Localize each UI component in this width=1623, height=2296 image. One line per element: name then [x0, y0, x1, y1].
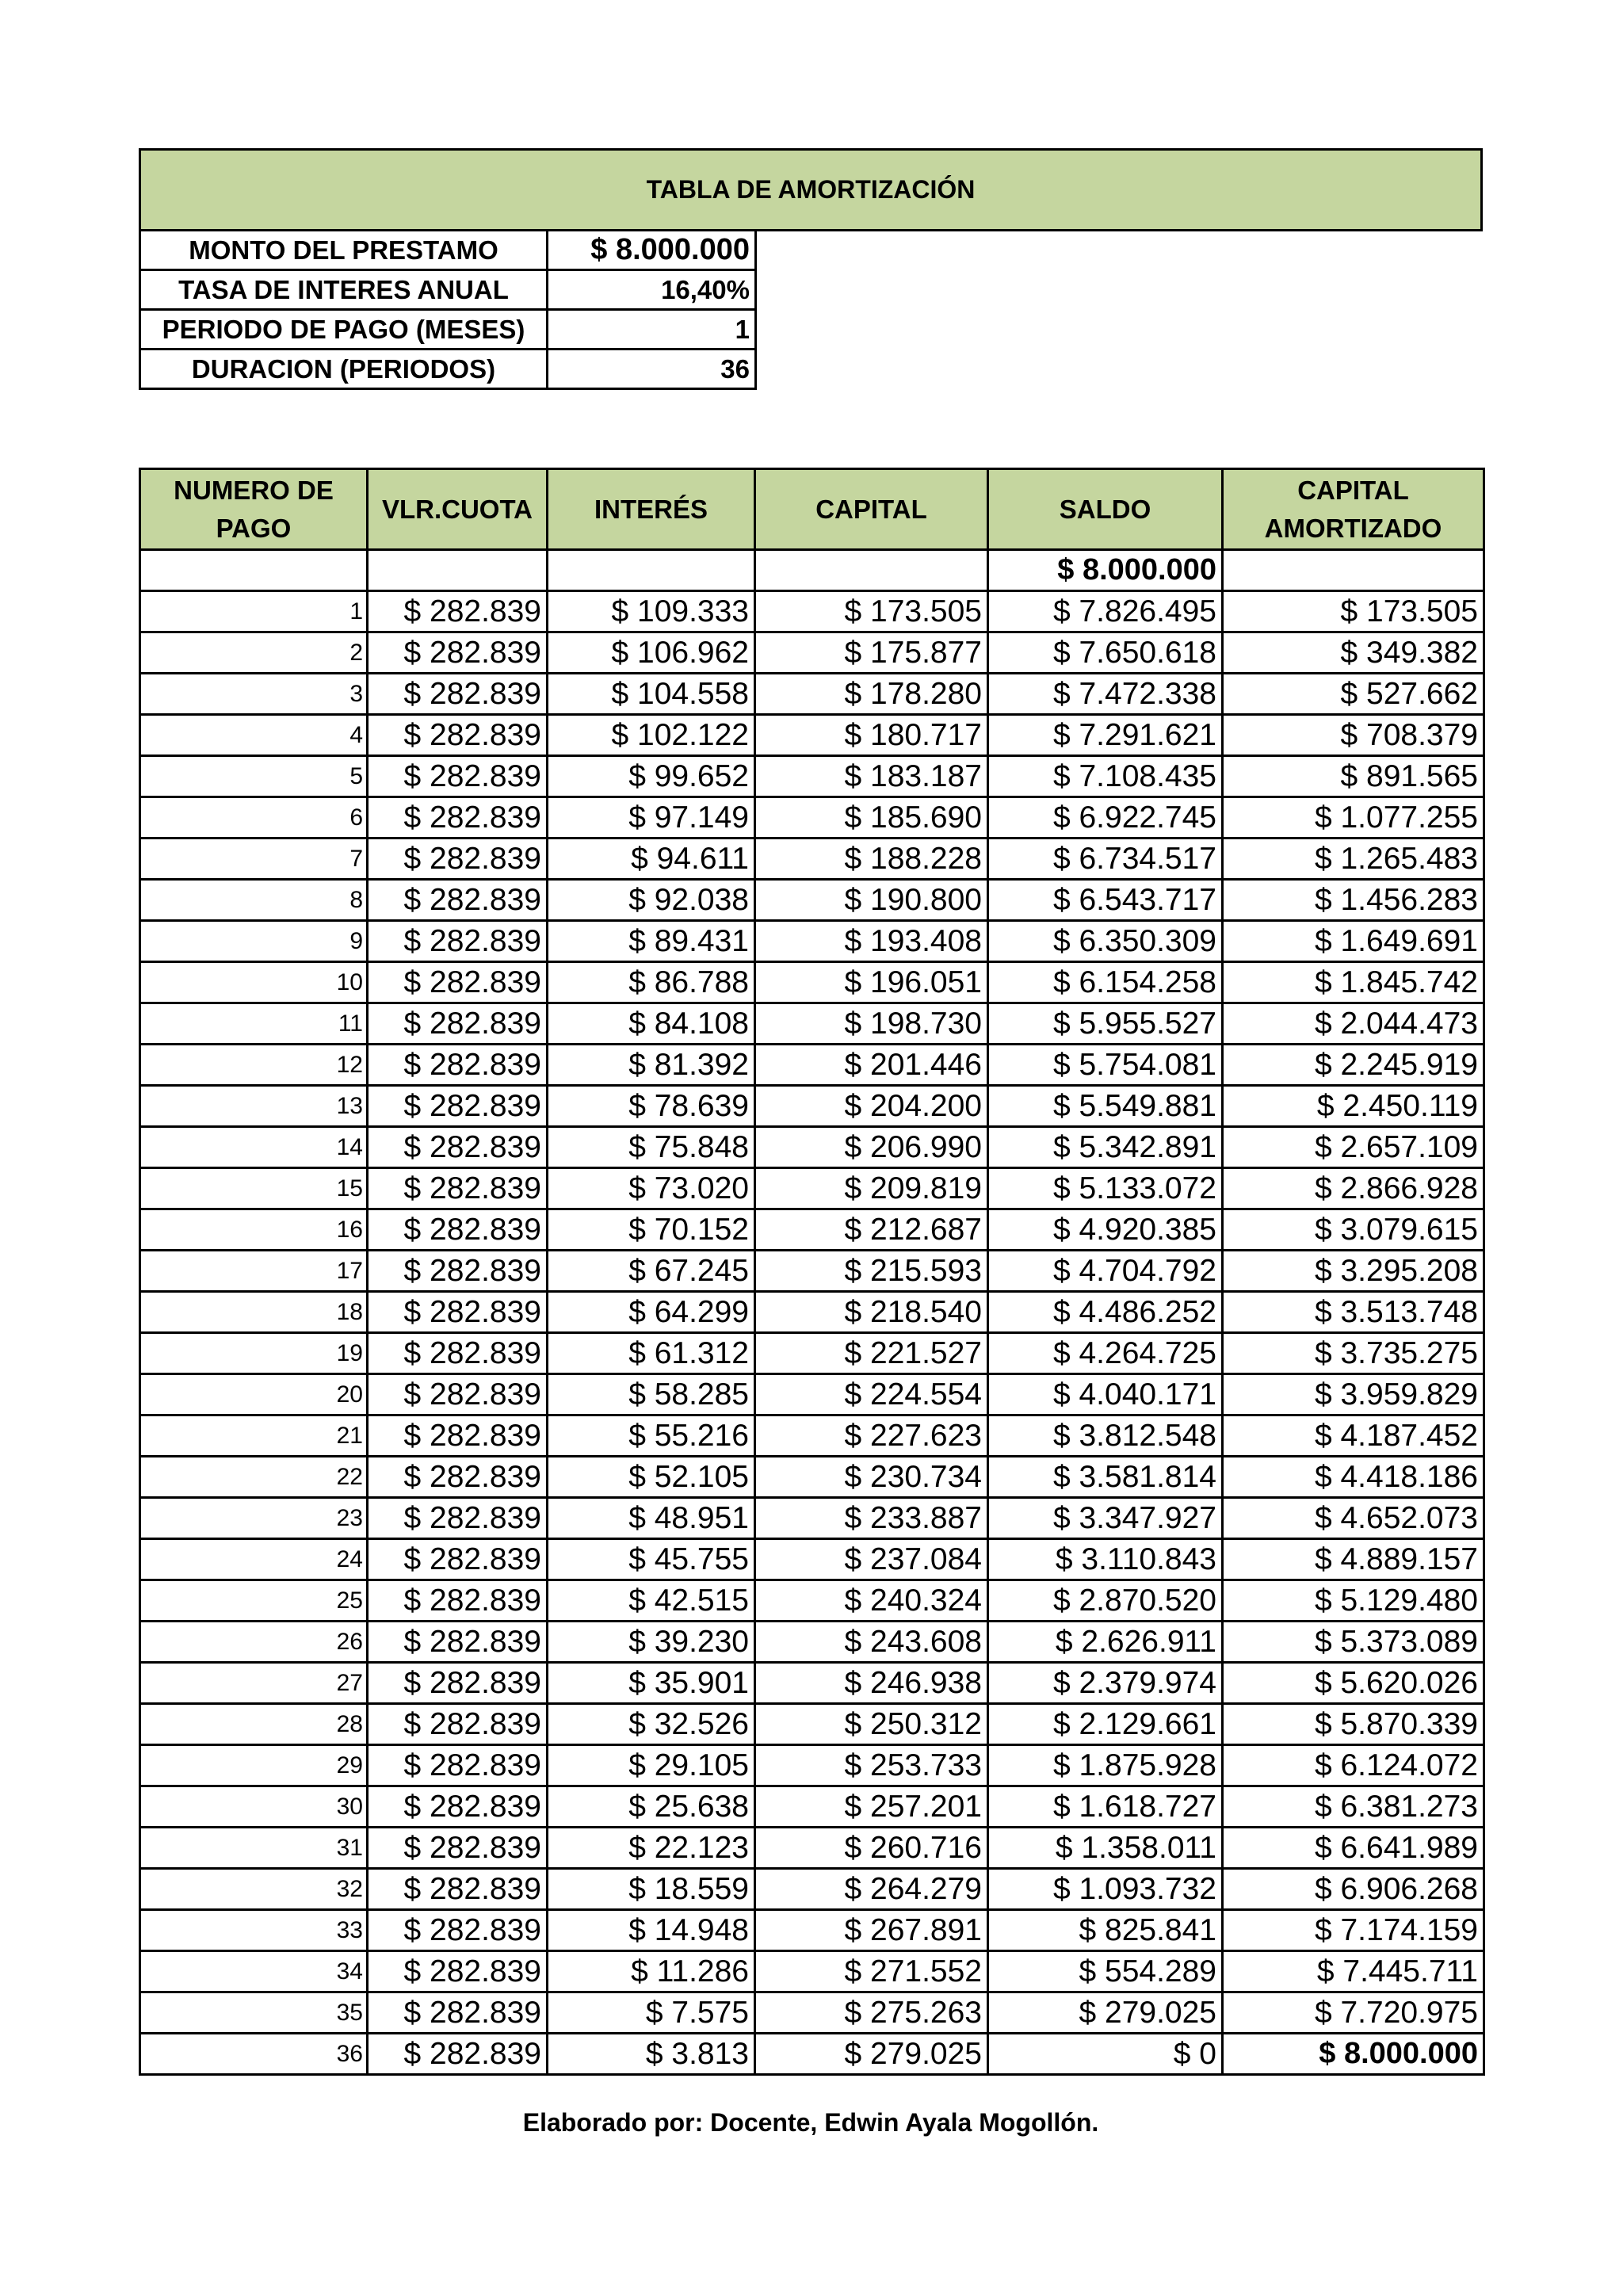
installment-cell: $ 282.839 [368, 880, 548, 921]
capital-cell: $ 218.540 [755, 1292, 988, 1333]
interest-cell: $ 70.152 [548, 1209, 755, 1251]
table-row [140, 797, 1484, 839]
table-row [140, 962, 1484, 1003]
table-row [140, 1663, 1484, 1704]
installment-cell: $ 282.839 [368, 1333, 548, 1374]
balance-cell: $ 554.289 [988, 1951, 1223, 1992]
interest-cell: $ 32.526 [548, 1704, 755, 1745]
amortized-capital-cell: $ 4.652.073 [1223, 1498, 1484, 1539]
interest-cell: $ 18.559 [548, 1869, 755, 1910]
installment-cell: $ 282.839 [368, 1003, 548, 1045]
balance-cell: $ 7.472.338 [988, 674, 1223, 715]
balance-cell: $ 5.754.081 [988, 1045, 1223, 1086]
interest-cell: $ 64.299 [548, 1292, 755, 1333]
capital-cell: $ 233.887 [755, 1498, 988, 1539]
balance-cell: $ 4.264.725 [988, 1333, 1223, 1374]
interest-cell: $ 67.245 [548, 1251, 755, 1292]
param-value: 1 [548, 310, 756, 350]
capital-cell: $ 237.084 [755, 1539, 988, 1580]
installment-cell: $ 282.839 [368, 1828, 548, 1869]
installment-cell: $ 282.839 [368, 1168, 548, 1209]
table-row [140, 1622, 1484, 1663]
capital-cell: $ 230.734 [755, 1457, 988, 1498]
capital-cell: $ 215.593 [755, 1251, 988, 1292]
installment-cell: $ 282.839 [368, 1457, 548, 1498]
amortized-capital-cell: $ 4.187.452 [1223, 1415, 1484, 1457]
interest-cell: $ 61.312 [548, 1333, 755, 1374]
capital-cell: $ 196.051 [755, 962, 988, 1003]
amortized-capital-cell: $ 3.079.615 [1223, 1209, 1484, 1251]
payment-number-cell: 3 [140, 674, 368, 715]
table-row [140, 1251, 1484, 1292]
installment-cell: $ 282.839 [368, 1415, 548, 1457]
interest-cell: $ 97.149 [548, 797, 755, 839]
installment-cell: $ 282.839 [368, 1580, 548, 1622]
capital-cell: $ 250.312 [755, 1704, 988, 1745]
amortized-capital-cell: $ 2.450.119 [1223, 1086, 1484, 1127]
payment-number-cell: 27 [140, 1663, 368, 1704]
balance-cell: $ 6.734.517 [988, 839, 1223, 880]
payment-number-cell: 7 [140, 839, 368, 880]
capital-cell: $ 201.446 [755, 1045, 988, 1086]
interest-cell: $ 52.105 [548, 1457, 755, 1498]
amortized-capital-cell: $ 5.129.480 [1223, 1580, 1484, 1622]
amortized-capital-cell: $ 7.720.975 [1223, 1992, 1484, 2034]
capital-cell: $ 193.408 [755, 921, 988, 962]
amortized-capital-cell: $ 2.245.919 [1223, 1045, 1484, 1086]
interest-cell: $ 48.951 [548, 1498, 755, 1539]
balance-cell: $ 5.955.527 [988, 1003, 1223, 1045]
header-numero-pago [140, 469, 368, 550]
table-row [140, 921, 1484, 962]
param-row-rate [140, 270, 756, 310]
table-row [140, 1498, 1484, 1539]
amortized-capital-cell: $ 1.265.483 [1223, 839, 1484, 880]
balance-cell: $ 279.025 [988, 1992, 1223, 2034]
empty-cell [368, 550, 548, 591]
amortized-capital-cell: $ 4.889.157 [1223, 1539, 1484, 1580]
amortized-capital-cell: $ 5.870.339 [1223, 1704, 1484, 1745]
param-label: MONTO DEL PRESTAMO [140, 231, 548, 270]
installment-cell: $ 282.839 [368, 715, 548, 756]
balance-cell: $ 2.626.911 [988, 1622, 1223, 1663]
balance-cell: $ 3.347.927 [988, 1498, 1223, 1539]
capital-cell: $ 178.280 [755, 674, 988, 715]
interest-cell: $ 22.123 [548, 1828, 755, 1869]
amortized-capital-cell: $ 3.959.829 [1223, 1374, 1484, 1415]
installment-cell: $ 282.839 [368, 1292, 548, 1333]
installment-cell: $ 282.839 [368, 1622, 548, 1663]
interest-cell: $ 45.755 [548, 1539, 755, 1580]
payment-number-cell: 11 [140, 1003, 368, 1045]
interest-cell: $ 3.813 [548, 2034, 755, 2075]
amortized-capital-cell: $ 5.373.089 [1223, 1622, 1484, 1663]
interest-cell: $ 78.639 [548, 1086, 755, 1127]
param-row-duration [140, 350, 756, 389]
interest-cell: $ 99.652 [548, 756, 755, 797]
capital-cell: $ 240.324 [755, 1580, 988, 1622]
payment-number-cell: 33 [140, 1910, 368, 1951]
capital-cell: $ 198.730 [755, 1003, 988, 1045]
table-row [140, 880, 1484, 921]
balance-cell: $ 825.841 [988, 1910, 1223, 1951]
table-row [140, 1003, 1484, 1045]
table-row [140, 632, 1484, 674]
table-row [140, 1086, 1484, 1127]
capital-cell: $ 183.187 [755, 756, 988, 797]
balance-cell: $ 1.875.928 [988, 1745, 1223, 1786]
interest-cell: $ 106.962 [548, 632, 755, 674]
table-row [140, 756, 1484, 797]
interest-cell: $ 89.431 [548, 921, 755, 962]
interest-cell: $ 42.515 [548, 1580, 755, 1622]
param-value: $ 8.000.000 [548, 231, 756, 270]
table-row [140, 1168, 1484, 1209]
amortized-capital-cell: $ 5.620.026 [1223, 1663, 1484, 1704]
param-label: PERIODO DE PAGO (MESES) [140, 310, 548, 350]
table-row [140, 674, 1484, 715]
table-row [140, 1457, 1484, 1498]
balance-cell: $ 5.342.891 [988, 1127, 1223, 1168]
table-row [140, 839, 1484, 880]
amortized-capital-cell: $ 708.379 [1223, 715, 1484, 756]
payment-number-cell: 17 [140, 1251, 368, 1292]
amortized-capital-cell: $ 6.906.268 [1223, 1869, 1484, 1910]
payment-number-cell: 23 [140, 1498, 368, 1539]
capital-cell: $ 257.201 [755, 1786, 988, 1828]
interest-cell: $ 84.108 [548, 1003, 755, 1045]
table-row [140, 1951, 1484, 1992]
balance-cell: $ 3.110.843 [988, 1539, 1223, 1580]
empty-cell [1223, 550, 1484, 591]
interest-cell: $ 94.611 [548, 839, 755, 880]
amortized-capital-cell: $ 1.649.691 [1223, 921, 1484, 962]
amortized-capital-cell: $ 1.845.742 [1223, 962, 1484, 1003]
balance-cell: $ 4.486.252 [988, 1292, 1223, 1333]
amortized-capital-cell: $ 2.044.473 [1223, 1003, 1484, 1045]
amortized-capital-cell: $ 7.174.159 [1223, 1910, 1484, 1951]
capital-cell: $ 206.990 [755, 1127, 988, 1168]
installment-cell: $ 282.839 [368, 756, 548, 797]
empty-cell [548, 550, 755, 591]
installment-cell: $ 282.839 [368, 962, 548, 1003]
installment-cell: $ 282.839 [368, 591, 548, 632]
balance-cell: $ 2.129.661 [988, 1704, 1223, 1745]
amortization-table [139, 468, 1485, 2076]
balance-cell: $ 7.650.618 [988, 632, 1223, 674]
installment-cell: $ 282.839 [368, 1910, 548, 1951]
installment-cell: $ 282.839 [368, 674, 548, 715]
param-value: 36 [548, 350, 756, 389]
payment-number-cell: 31 [140, 1828, 368, 1869]
installment-cell: $ 282.839 [368, 1951, 548, 1992]
balance-cell: $ 6.350.309 [988, 921, 1223, 962]
installment-cell: $ 282.839 [368, 1745, 548, 1786]
table-row [140, 1127, 1484, 1168]
interest-cell: $ 102.122 [548, 715, 755, 756]
capital-cell: $ 260.716 [755, 1828, 988, 1869]
title-table [139, 148, 1483, 231]
capital-cell: $ 204.200 [755, 1086, 988, 1127]
page-title: TABLA DE AMORTIZACIÓN [140, 150, 1482, 231]
balance-cell: $ 4.704.792 [988, 1251, 1223, 1292]
installment-cell: $ 282.839 [368, 797, 548, 839]
amortized-capital-cell: $ 3.295.208 [1223, 1251, 1484, 1292]
payment-number-cell: 28 [140, 1704, 368, 1745]
interest-cell: $ 55.216 [548, 1415, 755, 1457]
payment-number-cell: 30 [140, 1786, 368, 1828]
payment-number-cell: 24 [140, 1539, 368, 1580]
payment-number-cell: 13 [140, 1086, 368, 1127]
balance-cell: $ 6.922.745 [988, 797, 1223, 839]
balance-cell: $ 3.581.814 [988, 1457, 1223, 1498]
param-value: 16,40% [548, 270, 756, 310]
installment-cell: $ 282.839 [368, 1704, 548, 1745]
header-text: INTERÉS [594, 494, 708, 524]
initial-balance-row [140, 550, 1484, 591]
payment-number-cell: 5 [140, 756, 368, 797]
interest-cell: $ 7.575 [548, 1992, 755, 2034]
installment-cell: $ 282.839 [368, 1539, 548, 1580]
header-text: VLR.CUOTA [381, 494, 533, 524]
installment-cell: $ 282.839 [368, 1127, 548, 1168]
balance-cell: $ 7.291.621 [988, 715, 1223, 756]
balance-cell: $ 2.379.974 [988, 1663, 1223, 1704]
interest-cell: $ 14.948 [548, 1910, 755, 1951]
table-row [140, 1209, 1484, 1251]
installment-cell: $ 282.839 [368, 1209, 548, 1251]
amortized-capital-cell: $ 6.641.989 [1223, 1828, 1484, 1869]
interest-cell: $ 92.038 [548, 880, 755, 921]
table-row [140, 1745, 1484, 1786]
interest-cell: $ 81.392 [548, 1045, 755, 1086]
interest-cell: $ 58.285 [548, 1374, 755, 1415]
installment-cell: $ 282.839 [368, 1045, 548, 1086]
interest-cell: $ 35.901 [548, 1663, 755, 1704]
amortized-capital-cell: $ 8.000.000 [1223, 2034, 1484, 2075]
interest-cell: $ 11.286 [548, 1951, 755, 1992]
header-text: SALDO [1059, 494, 1151, 524]
capital-cell: $ 271.552 [755, 1951, 988, 1992]
table-row [140, 1415, 1484, 1457]
amortized-capital-cell: $ 891.565 [1223, 756, 1484, 797]
amortized-capital-cell: $ 2.866.928 [1223, 1168, 1484, 1209]
balance-cell: $ 1.618.727 [988, 1786, 1223, 1828]
balance-cell: $ 5.549.881 [988, 1086, 1223, 1127]
balance-cell: $ 6.543.717 [988, 880, 1223, 921]
capital-cell: $ 279.025 [755, 2034, 988, 2075]
capital-cell: $ 253.733 [755, 1745, 988, 1786]
payment-number-cell: 14 [140, 1127, 368, 1168]
amortized-capital-cell: $ 3.513.748 [1223, 1292, 1484, 1333]
balance-cell: $ 7.826.495 [988, 591, 1223, 632]
payment-number-cell: 18 [140, 1292, 368, 1333]
payment-number-cell: 25 [140, 1580, 368, 1622]
table-row [140, 2034, 1484, 2075]
balance-cell: $ 4.040.171 [988, 1374, 1223, 1415]
table-header-row [140, 469, 1484, 550]
capital-cell: $ 188.228 [755, 839, 988, 880]
amortized-capital-cell: $ 7.445.711 [1223, 1951, 1484, 1992]
amortized-capital-cell: $ 527.662 [1223, 674, 1484, 715]
capital-cell: $ 246.938 [755, 1663, 988, 1704]
header-text: NUMERO DE [174, 475, 334, 505]
table-row [140, 1374, 1484, 1415]
capital-cell: $ 173.505 [755, 591, 988, 632]
payment-number-cell: 29 [140, 1745, 368, 1786]
installment-cell: $ 282.839 [368, 1786, 548, 1828]
amortized-capital-cell: $ 1.077.255 [1223, 797, 1484, 839]
payment-number-cell: 21 [140, 1415, 368, 1457]
interest-cell: $ 75.848 [548, 1127, 755, 1168]
table-row [140, 591, 1484, 632]
table-row [140, 1910, 1484, 1951]
installment-cell: $ 282.839 [368, 1498, 548, 1539]
payment-number-cell: 36 [140, 2034, 368, 2075]
capital-cell: $ 227.623 [755, 1415, 988, 1457]
table-row [140, 1292, 1484, 1333]
empty-cell [755, 550, 988, 591]
payment-number-cell: 22 [140, 1457, 368, 1498]
installment-cell: $ 282.839 [368, 1663, 548, 1704]
table-row [140, 1704, 1484, 1745]
payment-number-cell: 15 [140, 1168, 368, 1209]
balance-cell: $ 5.133.072 [988, 1168, 1223, 1209]
payment-number-cell: 4 [140, 715, 368, 756]
installment-cell: $ 282.839 [368, 1086, 548, 1127]
loan-params-table [139, 229, 757, 390]
amortized-capital-cell: $ 349.382 [1223, 632, 1484, 674]
header-text: AMORTIZADO [1264, 513, 1442, 543]
interest-cell: $ 86.788 [548, 962, 755, 1003]
payment-number-cell: 12 [140, 1045, 368, 1086]
balance-cell: $ 1.093.732 [988, 1869, 1223, 1910]
header-vlr-cuota [368, 469, 548, 550]
interest-cell: $ 104.558 [548, 674, 755, 715]
table-row [140, 1786, 1484, 1828]
payment-number-cell: 10 [140, 962, 368, 1003]
table-row [140, 1045, 1484, 1086]
payment-number-cell: 8 [140, 880, 368, 921]
header-interes [548, 469, 755, 550]
capital-cell: $ 264.279 [755, 1869, 988, 1910]
amortized-capital-cell: $ 3.735.275 [1223, 1333, 1484, 1374]
payment-number-cell: 2 [140, 632, 368, 674]
payment-number-cell: 16 [140, 1209, 368, 1251]
payment-number-cell: 20 [140, 1374, 368, 1415]
table-row [140, 1580, 1484, 1622]
payment-number-cell: 9 [140, 921, 368, 962]
header-text: CAPITAL [815, 494, 927, 524]
interest-cell: $ 29.105 [548, 1745, 755, 1786]
param-row-period [140, 310, 756, 350]
capital-cell: $ 212.687 [755, 1209, 988, 1251]
table-row [140, 1869, 1484, 1910]
balance-cell: $ 1.358.011 [988, 1828, 1223, 1869]
payment-number-cell: 34 [140, 1951, 368, 1992]
capital-cell: $ 224.554 [755, 1374, 988, 1415]
table-row [140, 715, 1484, 756]
table-row [140, 1539, 1484, 1580]
capital-cell: $ 209.819 [755, 1168, 988, 1209]
installment-cell: $ 282.839 [368, 632, 548, 674]
header-saldo [988, 469, 1223, 550]
param-row-amount [140, 231, 756, 270]
installment-cell: $ 282.839 [368, 1251, 548, 1292]
interest-cell: $ 39.230 [548, 1622, 755, 1663]
empty-cell [140, 550, 368, 591]
amortized-capital-cell: $ 2.657.109 [1223, 1127, 1484, 1168]
author-footer: Elaborado por: Docente, Edwin Ayala Mogollón. [522, 2108, 1099, 2137]
payment-number-cell: 35 [140, 1992, 368, 2034]
amortized-capital-cell: $ 6.124.072 [1223, 1745, 1484, 1786]
installment-cell: $ 282.839 [368, 839, 548, 880]
capital-cell: $ 175.877 [755, 632, 988, 674]
capital-cell: $ 243.608 [755, 1622, 988, 1663]
table-row [140, 1333, 1484, 1374]
header-text: PAGO [216, 513, 292, 543]
installment-cell: $ 282.839 [368, 1374, 548, 1415]
payment-number-cell: 32 [140, 1869, 368, 1910]
initial-balance-cell: $ 8.000.000 [988, 550, 1223, 591]
payment-number-cell: 6 [140, 797, 368, 839]
header-text: CAPITAL [1297, 475, 1409, 505]
capital-cell: $ 267.891 [755, 1910, 988, 1951]
amortized-capital-cell: $ 173.505 [1223, 591, 1484, 632]
capital-cell: $ 221.527 [755, 1333, 988, 1374]
balance-cell: $ 6.154.258 [988, 962, 1223, 1003]
capital-cell: $ 185.690 [755, 797, 988, 839]
balance-cell: $ 0 [988, 2034, 1223, 2075]
balance-cell: $ 7.108.435 [988, 756, 1223, 797]
interest-cell: $ 109.333 [548, 591, 755, 632]
amortized-capital-cell: $ 1.456.283 [1223, 880, 1484, 921]
table-body [140, 550, 1484, 2075]
amortized-capital-cell: $ 6.381.273 [1223, 1786, 1484, 1828]
balance-cell: $ 2.870.520 [988, 1580, 1223, 1622]
installment-cell: $ 282.839 [368, 1869, 548, 1910]
param-label: DURACION (PERIODOS) [140, 350, 548, 389]
payment-number-cell: 1 [140, 591, 368, 632]
header-capital [755, 469, 988, 550]
payment-number-cell: 26 [140, 1622, 368, 1663]
balance-cell: $ 4.920.385 [988, 1209, 1223, 1251]
installment-cell: $ 282.839 [368, 1992, 548, 2034]
installment-cell: $ 282.839 [368, 2034, 548, 2075]
capital-cell: $ 275.263 [755, 1992, 988, 2034]
table-row [140, 1992, 1484, 2034]
capital-cell: $ 190.800 [755, 880, 988, 921]
param-label: TASA DE INTERES ANUAL [140, 270, 548, 310]
installment-cell: $ 282.839 [368, 921, 548, 962]
capital-cell: $ 180.717 [755, 715, 988, 756]
balance-cell: $ 3.812.548 [988, 1415, 1223, 1457]
amortized-capital-cell: $ 4.418.186 [1223, 1457, 1484, 1498]
interest-cell: $ 25.638 [548, 1786, 755, 1828]
interest-cell: $ 73.020 [548, 1168, 755, 1209]
header-capital-amortizado [1223, 469, 1484, 550]
payment-number-cell: 19 [140, 1333, 368, 1374]
table-row [140, 1828, 1484, 1869]
